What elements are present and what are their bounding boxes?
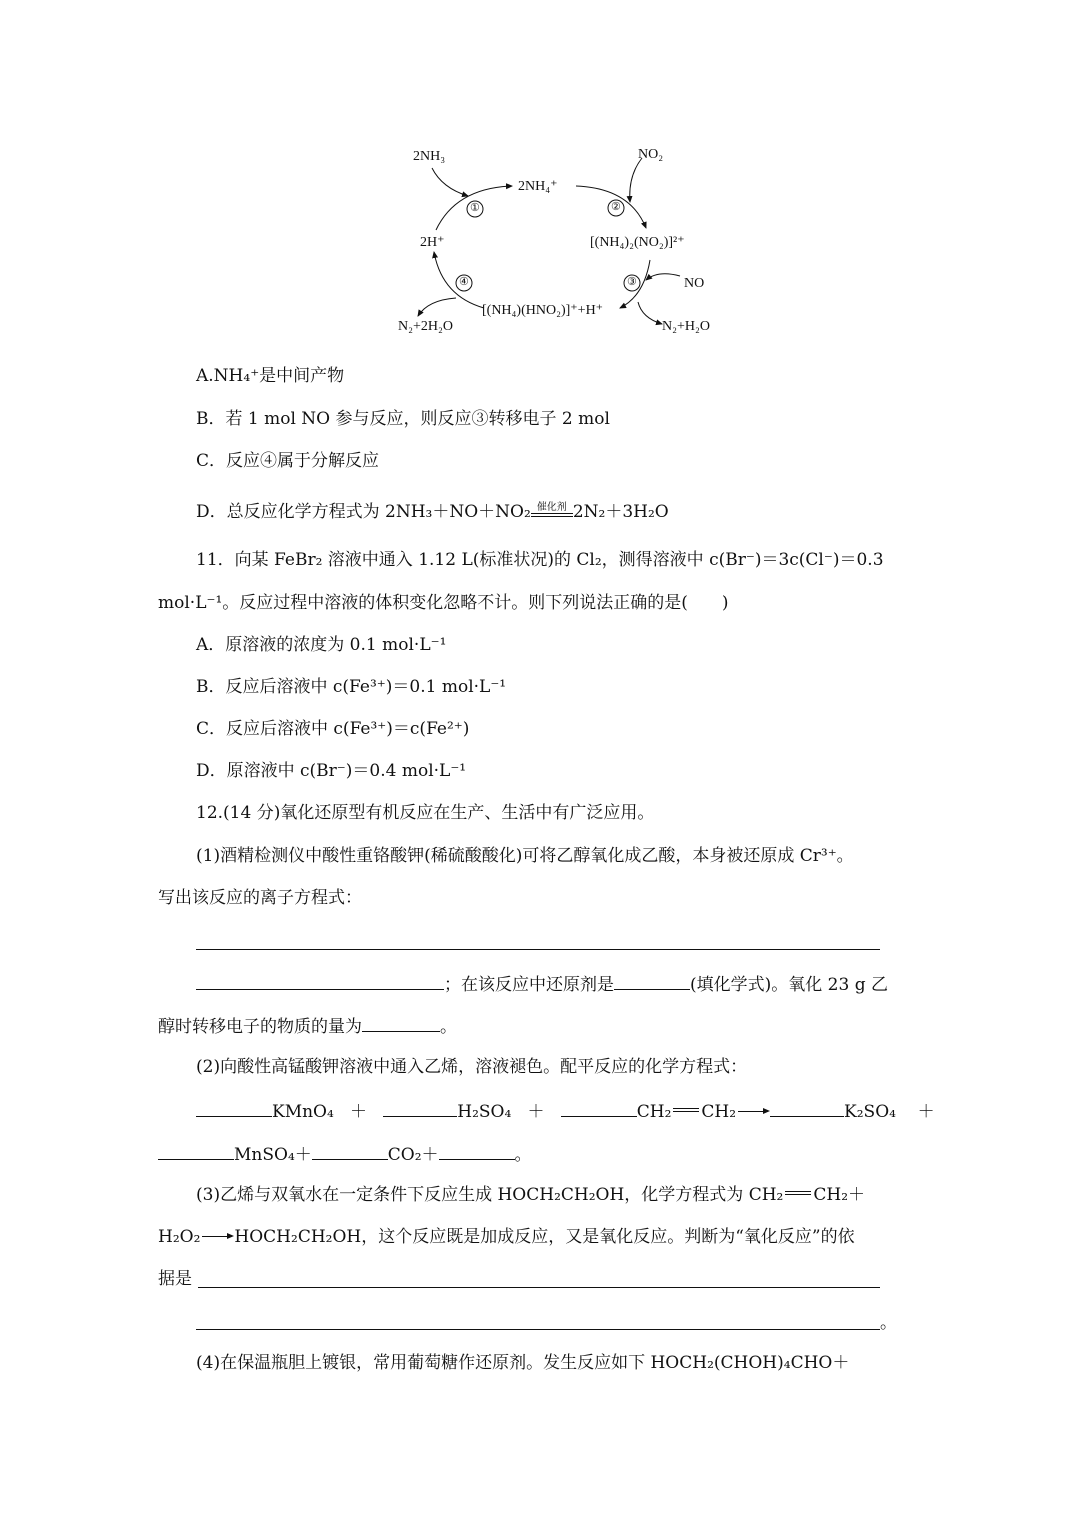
formula-k2so4: K₂SO₄ (844, 1102, 896, 1122)
period: 。 (880, 1313, 897, 1333)
plus-sign: ＋ (527, 1102, 545, 1122)
label-no2: NO₂ (638, 147, 664, 162)
reaction-cycle-diagram (380, 140, 740, 350)
formula-ch2-a: CH₂ (636, 1102, 672, 1122)
answer-blank[interactable] (196, 1102, 272, 1117)
label-2nh4: 2NH₄⁺ (518, 179, 558, 194)
answer-blank-line[interactable] (198, 1287, 880, 1288)
formula-kmno4: KMnO₄ (272, 1102, 334, 1122)
label-complex1: [(NH₄)₂(NO₂)]²⁺ (590, 235, 685, 250)
q11-stem-line2: mol·L⁻¹。反应过程中溶液的体积变化忽略不计。则下列说法正确的是( ) (158, 593, 729, 613)
q10-option-c: C．反应④属于分解反应 (196, 451, 380, 471)
q12-title: 12.(14 分)氧化还原型有机反应在生产、生活中有广泛应用。 (196, 803, 655, 823)
q12-part2-equation-line1 (196, 1102, 935, 1121)
q10-option-b: B．若 1 mol NO 参与反应，则反应③转移电子 2 mol (196, 409, 610, 429)
label-no: NO (684, 276, 705, 291)
q12-part1-line2: 写出该反应的离子方程式： (158, 888, 362, 908)
q12-part3-line1-text: (3)乙烯与双氧水在一定条件下反应生成 HOCH₂CH₂OH，化学方程式为 CH₂ (196, 1185, 784, 1205)
double-bond (785, 1191, 811, 1195)
period: 。 (514, 1145, 532, 1165)
period: 。 (440, 1017, 457, 1037)
catalyst-label: 催化剂 (536, 502, 567, 513)
q11-option-a: A．原溶液的浓度为 0.1 mol·L⁻¹ (196, 635, 447, 655)
formula-h2so4: H₂SO₄ (457, 1102, 512, 1122)
q12-part3-line1 (196, 1187, 865, 1204)
answer-blank[interactable] (561, 1102, 637, 1117)
plus-sign: ＋ (917, 1102, 935, 1122)
answer-blank-line[interactable] (196, 949, 880, 950)
q11-stem-line1: 11．向某 FeBr₂ 溶液中通入 1.12 L(标准状况)的 Cl₂，测得溶液中 c(Br⁻)＝3c(Cl⁻)＝0.3 (196, 550, 884, 570)
answer-blank[interactable] (383, 1102, 457, 1117)
step-4-marker: ④ (459, 276, 469, 288)
q11-option-b: B．反应后溶液中 c(Fe³⁺)＝0.1 mol·L⁻¹ (196, 677, 507, 697)
step-1-marker: ① (470, 202, 480, 214)
answer-blank[interactable] (362, 1017, 440, 1032)
answer-blank-line[interactable] (196, 1329, 880, 1330)
q11-option-c: C．反应后溶液中 c(Fe³⁺)＝c(Fe²⁺) (196, 719, 470, 739)
q12-part2-equation-line2 (158, 1145, 532, 1164)
label-complex2: [(NH₄)(HNO₂)]⁺+H⁺ (482, 303, 604, 318)
answer-blank[interactable] (196, 975, 444, 990)
q12-part1-line4-text-a: ；在该反应中还原剂是 (444, 975, 614, 995)
q12-part1-line4-text-b: (填化学式)。氧化 23 g 乙 (690, 975, 888, 995)
formula-ch2-b: CH₂ (701, 1102, 737, 1122)
q12-part1-line5 (158, 1017, 457, 1036)
q12-part3-line1-end: CH₂＋ (813, 1185, 866, 1205)
formula-h2o2: H₂O₂ (158, 1227, 201, 1247)
q12-part3-line2-text: HOCH₂CH₂OH，这个反应既是加成反应，又是氧化反应。判断为“氧化反应”的依 (234, 1227, 855, 1247)
answer-blank[interactable] (312, 1145, 388, 1160)
q12-part2-line1: (2)向酸性高锰酸钾溶液中通入乙烯，溶液褪色。配平反应的化学方程式： (196, 1057, 748, 1077)
q10-option-a: A.NH₄⁺是中间产物 (196, 366, 345, 386)
step-2-marker: ② (611, 201, 621, 213)
answer-blank[interactable] (614, 975, 690, 990)
q12-part3-line3: 据是 (158, 1269, 192, 1289)
double-bond (673, 1108, 699, 1112)
q10-option-d-lhs: D．总反应化学方程式为 2NH₃＋NO＋NO₂ (196, 502, 531, 522)
label-product-left: N₂+2H₂O (398, 319, 453, 334)
label-product-right: N₂+H₂O (662, 319, 710, 334)
answer-blank[interactable] (158, 1145, 234, 1160)
q12-part1-line4 (196, 975, 888, 994)
reaction-arrow (202, 1236, 232, 1237)
label-2nh3: 2NH₃ (413, 149, 446, 164)
q12-part1-line5-text: 醇时转移电子的物质的量为 (158, 1017, 362, 1037)
q11-option-d: D．原溶液中 c(Br⁻)＝0.4 mol·L⁻¹ (196, 761, 467, 781)
q12-part1-line1: (1)酒精检测仪中酸性重铬酸钾(稀硫酸酸化)可将乙醇氧化成乙酸，本身被还原成 Cr³⁺。 (196, 846, 854, 866)
q10-option-d (196, 504, 669, 521)
answer-blank[interactable] (770, 1102, 844, 1117)
step-3-marker: ③ (627, 276, 637, 288)
formula-mnso4: MnSO₄＋ (234, 1145, 312, 1165)
q12-part3-line2 (158, 1229, 855, 1246)
reaction-arrow (738, 1111, 768, 1112)
q12-part4-line1: (4)在保温瓶胆上镀银，常用葡萄糖作还原剂。发生反应如下 HOCH₂(CHOH)₄CHO＋ (196, 1353, 850, 1373)
label-2h-plus: 2H⁺ (420, 235, 445, 250)
q10-option-d-rhs: 2N₂＋3H₂O (572, 502, 669, 522)
formula-co2: CO₂＋ (387, 1145, 439, 1165)
plus-sign: ＋ (350, 1102, 368, 1122)
answer-blank[interactable] (439, 1145, 515, 1160)
